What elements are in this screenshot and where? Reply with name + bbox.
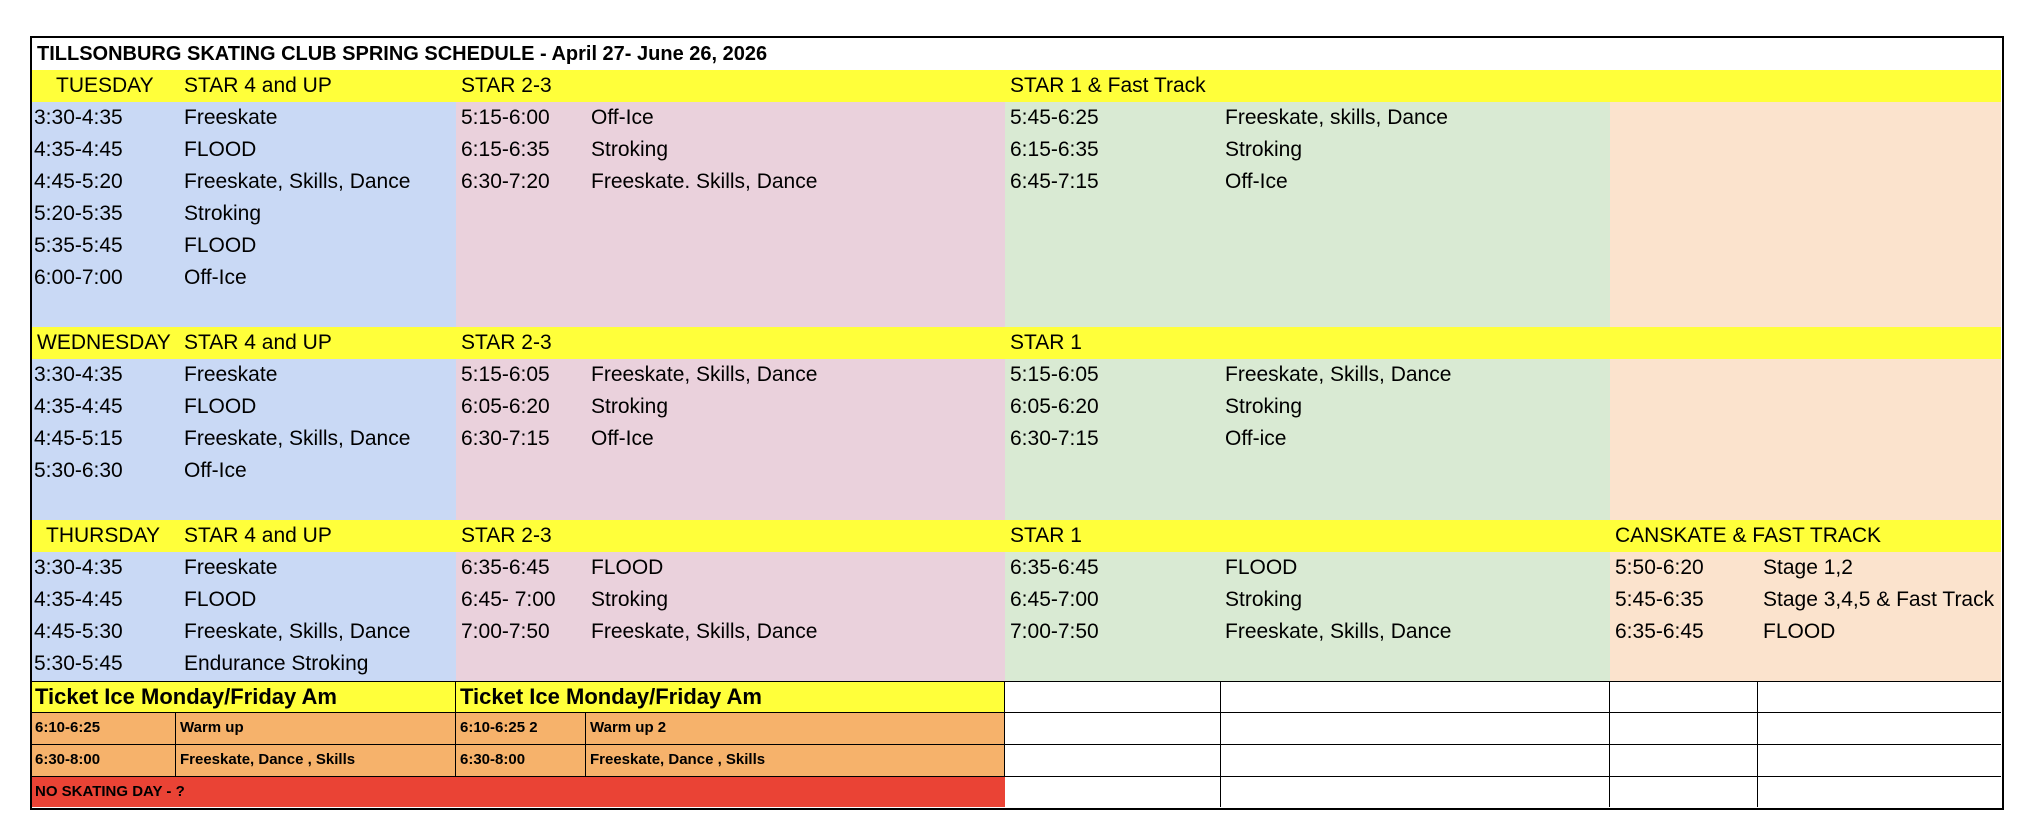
group-label: STAR 1	[1010, 524, 1082, 547]
activity-cell: Stroking	[591, 395, 669, 418]
activity-cell: Freeskate	[184, 556, 278, 579]
page-title: TILLSONBURG SKATING CLUB SPRING SCHEDULE - April 27- June 26, 2026	[37, 43, 768, 65]
activity-cell: FLOOD	[184, 588, 257, 611]
ticket-activity-cell: Freeskate, Dance , Skills	[586, 745, 1005, 777]
time-cell: 4:35-4:45	[34, 138, 123, 161]
activity-cell: Stage 1,2	[1763, 556, 1853, 579]
time-cell: 6:35-6:45	[1615, 620, 1704, 643]
time-cell: 6:45-7:15	[1010, 170, 1099, 193]
activity-cell: Stroking	[1225, 395, 1303, 418]
time-cell: 6:30-7:15	[1010, 427, 1099, 450]
wednesday-extra-block	[1610, 359, 2001, 520]
time-cell: 6:05-6:20	[461, 395, 550, 418]
time-cell: 5:50-6:20	[1615, 556, 1704, 579]
ticket-time-cell: 6:30-8:00	[456, 745, 586, 777]
activity-cell: Stroking	[184, 202, 262, 225]
ticket-ice-header-left: Ticket Ice Monday/Friday Am	[32, 681, 456, 713]
time-cell: 6:35-6:45	[461, 556, 550, 579]
schedule-sheet	[30, 36, 2004, 810]
activity-cell: Off-Ice	[591, 106, 654, 129]
group-label: CANSKATE & FAST TRACK	[1615, 524, 1882, 547]
empty-cell	[1610, 777, 1758, 807]
empty-cell	[1221, 681, 1610, 713]
time-cell: 4:45-5:30	[34, 620, 123, 643]
time-cell: 6:15-6:35	[461, 138, 550, 161]
time-cell: 5:45-6:25	[1010, 106, 1099, 129]
empty-cell	[1005, 777, 1221, 807]
empty-cell	[1221, 745, 1610, 777]
ticket-time-cell: 6:10-6:25	[32, 713, 176, 745]
activity-cell: Stroking	[1225, 138, 1303, 161]
empty-cell	[1221, 713, 1610, 745]
activity-cell: Freeskate	[184, 106, 278, 129]
activity-cell: FLOOD	[184, 138, 257, 161]
empty-cell	[1758, 745, 2001, 777]
activity-cell: FLOOD	[1763, 620, 1836, 643]
activity-cell: FLOOD	[184, 234, 257, 257]
activity-cell: Freeskate. Skills, Dance	[591, 170, 818, 193]
time-cell: 4:35-4:45	[34, 395, 123, 418]
group-label: STAR 2-3	[461, 74, 552, 97]
activity-cell: Freeskate, skills, Dance	[1225, 106, 1448, 129]
group-label: STAR 2-3	[461, 524, 552, 547]
activity-cell: Freeskate, Skills, Dance	[184, 620, 411, 643]
activity-cell: Freeskate, Skills, Dance	[184, 427, 411, 450]
time-cell: 5:15-6:05	[1010, 363, 1099, 386]
empty-cell	[1005, 713, 1221, 745]
empty-cell	[1610, 745, 1758, 777]
group-label: STAR 2-3	[461, 331, 552, 354]
time-cell: 4:45-5:15	[34, 427, 123, 450]
activity-cell: FLOOD	[184, 395, 257, 418]
activity-cell: Freeskate, Skills, Dance	[1225, 620, 1452, 643]
ticket-activity-cell: Freeskate, Dance , Skills	[176, 745, 456, 777]
group-label: STAR 4 and UP	[184, 331, 332, 354]
time-cell: 5:20-5:35	[34, 202, 123, 225]
day-label-tuesday: TUESDAY	[56, 74, 154, 97]
time-cell: 7:00-7:50	[1010, 620, 1099, 643]
empty-cell	[1758, 777, 2001, 807]
time-cell: 5:30-5:45	[34, 652, 123, 675]
activity-cell: Freeskate, Skills, Dance	[184, 170, 411, 193]
time-cell: 6:00-7:00	[34, 266, 123, 289]
activity-cell: FLOOD	[1225, 556, 1298, 579]
ticket-activity-cell: Warm up 2	[586, 713, 1005, 745]
ticket-ice-header-right: Ticket Ice Monday/Friday Am	[456, 681, 1005, 713]
empty-cell	[1610, 681, 1758, 713]
time-cell: 3:30-4:35	[34, 556, 123, 579]
time-cell: 5:35-5:45	[34, 234, 123, 257]
group-label: STAR 4 and UP	[184, 524, 332, 547]
empty-cell	[1005, 745, 1221, 777]
activity-cell: Stroking	[591, 588, 669, 611]
activity-cell: Endurance Stroking	[184, 652, 369, 675]
time-cell: 6:30-7:20	[461, 170, 550, 193]
time-cell: 6:15-6:35	[1010, 138, 1099, 161]
empty-cell	[1758, 713, 2001, 745]
activity-cell: Off-Ice	[1225, 170, 1288, 193]
activity-cell: Stroking	[1225, 588, 1303, 611]
time-cell: 4:35-4:45	[34, 588, 123, 611]
day-label-thursday: THURSDAY	[46, 524, 160, 547]
activity-cell: Off-ice	[1225, 427, 1287, 450]
activity-cell: Off-Ice	[184, 266, 247, 289]
ticket-time-cell: 6:30-8:00	[32, 745, 176, 777]
activity-cell: FLOOD	[591, 556, 664, 579]
empty-cell	[1758, 681, 2001, 713]
time-cell: 5:45-6:35	[1615, 588, 1704, 611]
activity-cell: Freeskate, Skills, Dance	[1225, 363, 1452, 386]
activity-cell: Stroking	[591, 138, 669, 161]
day-label-wednesday: WEDNESDAY	[37, 331, 171, 354]
time-cell: 6:45- 7:00	[461, 588, 556, 611]
time-cell: 5:15-6:00	[461, 106, 550, 129]
activity-cell: Freeskate, Skills, Dance	[591, 363, 818, 386]
ticket-time-cell: 6:10-6:25 2	[456, 713, 586, 745]
group-label: STAR 1	[1010, 331, 1082, 354]
ticket-activity-cell: Warm up	[176, 713, 456, 745]
activity-cell: Freeskate, Skills, Dance	[591, 620, 818, 643]
time-cell: 7:00-7:50	[461, 620, 550, 643]
tuesday-extra-block	[1610, 102, 2001, 327]
time-cell: 6:30-7:15	[461, 427, 550, 450]
activity-cell: Off-Ice	[184, 459, 247, 482]
time-cell: 3:30-4:35	[34, 106, 123, 129]
time-cell: 6:35-6:45	[1010, 556, 1099, 579]
empty-cell	[1005, 681, 1221, 713]
time-cell: 5:15-6:05	[461, 363, 550, 386]
time-cell: 6:05-6:20	[1010, 395, 1099, 418]
group-label: STAR 1 & Fast Track	[1010, 74, 1206, 97]
activity-cell: Freeskate	[184, 363, 278, 386]
activity-cell: Off-Ice	[591, 427, 654, 450]
time-cell: 3:30-4:35	[34, 363, 123, 386]
empty-cell	[1610, 713, 1758, 745]
time-cell: 4:45-5:20	[34, 170, 123, 193]
time-cell: 6:45-7:00	[1010, 588, 1099, 611]
no-skating-banner: NO SKATING DAY - ?	[32, 777, 1005, 807]
time-cell: 5:30-6:30	[34, 459, 123, 482]
empty-cell	[1221, 777, 1610, 807]
group-label: STAR 4 and UP	[184, 74, 332, 97]
activity-cell: Stage 3,4,5 & Fast Track	[1763, 588, 1995, 611]
